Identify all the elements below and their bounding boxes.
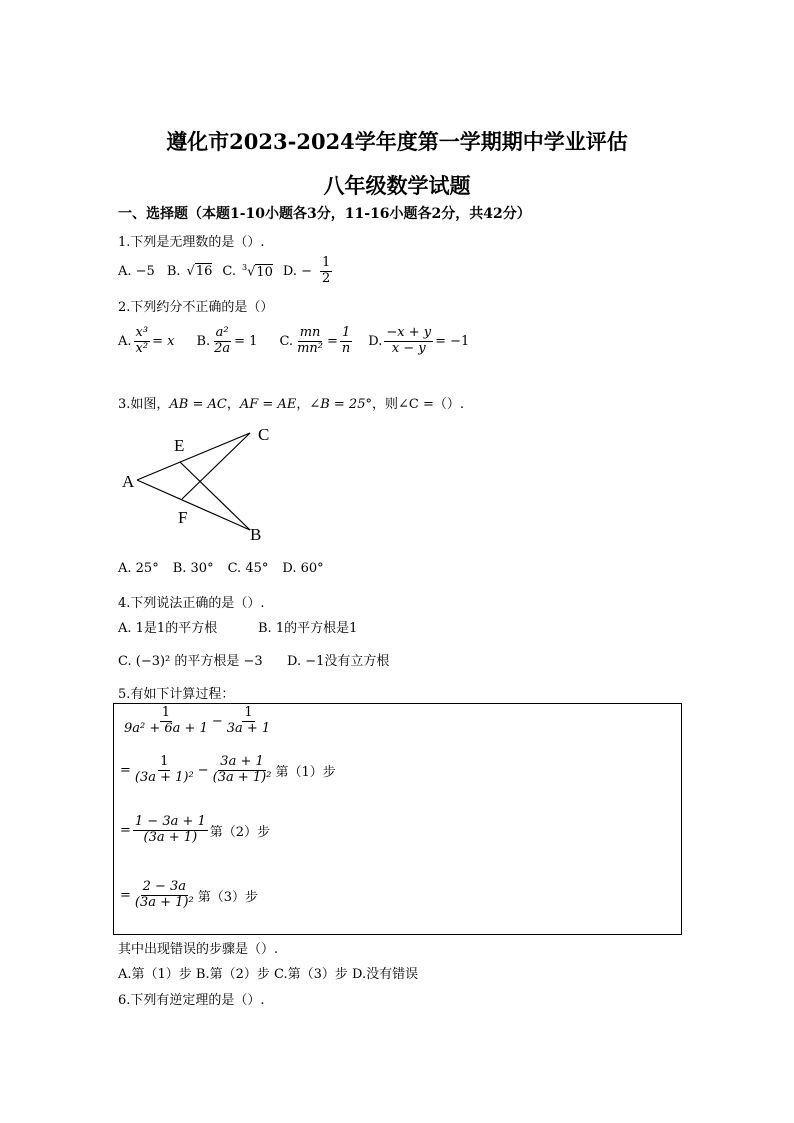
q1-option-b-sqrt: √16 [186, 263, 213, 279]
fraction-denominator: n [341, 340, 351, 356]
q5-l4-fraction [133, 880, 196, 911]
q5-l1-minus: − [211, 713, 223, 729]
fraction-numerator: 1 [341, 325, 351, 340]
fraction-denominator: (3a + 1)² [134, 769, 194, 785]
fraction-numerator: 2 − 3a [142, 879, 187, 894]
q5-options: A.第（1）步 B.第（2）步 C.第（3）步 D.没有错误 [118, 967, 419, 982]
q5-l1-fraction-1 [122, 706, 210, 737]
fraction-denominator: (3a + 1)² [134, 894, 194, 910]
q3-condition-1: AB = AC [169, 397, 227, 412]
q5-l2-fraction-2 [211, 755, 274, 786]
q3-stem-suffix: ，则∠C =（）. [371, 397, 464, 412]
fraction-numerator: 3a + 1 [220, 754, 264, 769]
q3-stem-prefix: 3.如图， [118, 397, 170, 412]
q1-option-c-index: 3 [241, 263, 248, 273]
label-a: A [122, 472, 135, 491]
q3-separator-1: ， [226, 397, 240, 412]
q2-option-c-eq: = [327, 333, 338, 349]
fraction-numerator: −x + y [386, 325, 432, 340]
q5-l4-eq: = [120, 887, 131, 903]
q5-l4-step: 第（3）步 [197, 889, 258, 905]
q5-l3-fraction [133, 815, 208, 846]
q5-line-4 [120, 880, 258, 911]
q2-options [118, 326, 469, 357]
q2-option-a-rhs: = x [152, 333, 175, 349]
q5-l2-fraction-1 [133, 755, 196, 786]
fraction-denominator: 9a² + 6a + 1 [124, 720, 208, 736]
fraction-denominator: x² [135, 340, 149, 356]
q2-option-d-fraction [384, 326, 433, 357]
q1-option-c-label: C. [222, 263, 236, 279]
q2-option-b-label: B. [196, 333, 211, 349]
q1-option-d-fraction [320, 256, 332, 287]
q1-option-b-radicand: 16 [195, 263, 213, 279]
fraction-denominator: 2 [322, 270, 331, 286]
q5-question: 其中出现错误的步骤是（）. [118, 942, 279, 957]
q2-stem: 2.下列约分不正确的是（） [118, 300, 274, 315]
fraction-numerator: 1 [244, 705, 253, 720]
q2-option-b-rhs: = 1 [234, 333, 258, 349]
q3-option-a: A. 25° [118, 561, 159, 576]
q5-l2-eq: = [120, 762, 131, 778]
q4-stem: 4.下列说法正确的是（）. [118, 596, 265, 611]
exam-subtitle: 八年级数学试题 [323, 173, 471, 198]
section-heading: 一、选择题（本题1-10小题各3分，11-16小题各2分，共42分） [118, 206, 531, 222]
q1-option-c-cbrt: $^3$√10 [241, 263, 273, 280]
q5-l2-step: 第（1）步 [275, 764, 336, 780]
q2-option-c-label: C. [279, 333, 294, 349]
fraction-numerator: 1 − 3a + 1 [134, 814, 206, 829]
fraction-numerator: 1 [160, 754, 169, 769]
q4-option-b: B. 1的平方根是1 [258, 621, 358, 636]
fraction-denominator: 2a [214, 340, 231, 356]
q1-option-d-label: D. − [282, 263, 313, 279]
q3-option-d: D. 60° [282, 561, 324, 576]
q1-stem: 1.下列是无理数的是（）. [118, 235, 265, 250]
q3-option-b: B. 30° [172, 561, 214, 576]
q4-option-a: A. 1是1的平方根 [118, 621, 218, 636]
fraction-numerator: 1 [161, 705, 171, 720]
fraction-numerator: a² [215, 325, 229, 340]
label-f: F [178, 508, 188, 527]
q3-condition-3: ∠B = 25° [309, 397, 372, 412]
q3-stem [118, 393, 464, 412]
q2-option-a-label: A. [118, 333, 132, 349]
fraction-denominator: 3a + 1 [226, 720, 271, 736]
q5-line-1 [120, 706, 274, 737]
q2-option-c-fraction-2 [340, 326, 352, 357]
fraction-denominator: (3a + 1)² [212, 769, 272, 785]
label-b: B [250, 525, 262, 544]
exam-title: 遵化市2023-2024学年度第一学期期中学业评估 [166, 129, 628, 154]
fraction-denominator: (3a + 1) [143, 829, 198, 845]
q3-triangle-figure [110, 420, 290, 550]
fraction-numerator: 1 [322, 255, 331, 270]
q1-options [118, 256, 334, 287]
segment-ac [137, 433, 250, 480]
label-c: C [258, 425, 270, 444]
q2-option-b-fraction [212, 326, 232, 357]
q2-option-d-label: D. [368, 333, 383, 349]
q5-line-2 [120, 755, 336, 786]
q1-option-b-label: B. [166, 263, 181, 279]
q3-options [118, 561, 324, 576]
q5-l1-fraction-2 [225, 706, 272, 737]
fraction-numerator: x³ [135, 325, 149, 340]
q3-option-c: C. 45° [227, 561, 269, 576]
q4-option-d: D. −1没有立方根 [287, 654, 390, 669]
q2-option-d-rhs: = −1 [435, 333, 470, 349]
q5-l2-minus: − [197, 762, 209, 778]
q2-option-c-fraction [295, 326, 325, 357]
segment-eb [180, 462, 250, 530]
q5-l3-eq: = [120, 822, 131, 838]
fraction-denominator: mn² [297, 340, 323, 356]
q1-option-c-radicand: 10 [256, 264, 273, 280]
q4-option-c: C. (−3)² 的平方根是 −3 [118, 654, 263, 669]
q5-l3-step: 第（2）步 [209, 824, 271, 840]
q1-option-a: A. −5 [118, 263, 155, 279]
fraction-numerator: mn [299, 325, 321, 340]
q6-stem: 6.下列有逆定理的是（）. [118, 993, 265, 1008]
q5-stem: 5.有如下计算过程： [118, 687, 235, 702]
q3-separator-2: ， [296, 397, 310, 412]
q2-option-a-fraction [134, 326, 151, 357]
fraction-denominator: x − y [391, 340, 426, 356]
q3-condition-2: AF = AE [239, 397, 297, 412]
label-e: E [174, 436, 185, 455]
segment-fc [182, 433, 250, 499]
q5-line-3 [120, 815, 270, 846]
